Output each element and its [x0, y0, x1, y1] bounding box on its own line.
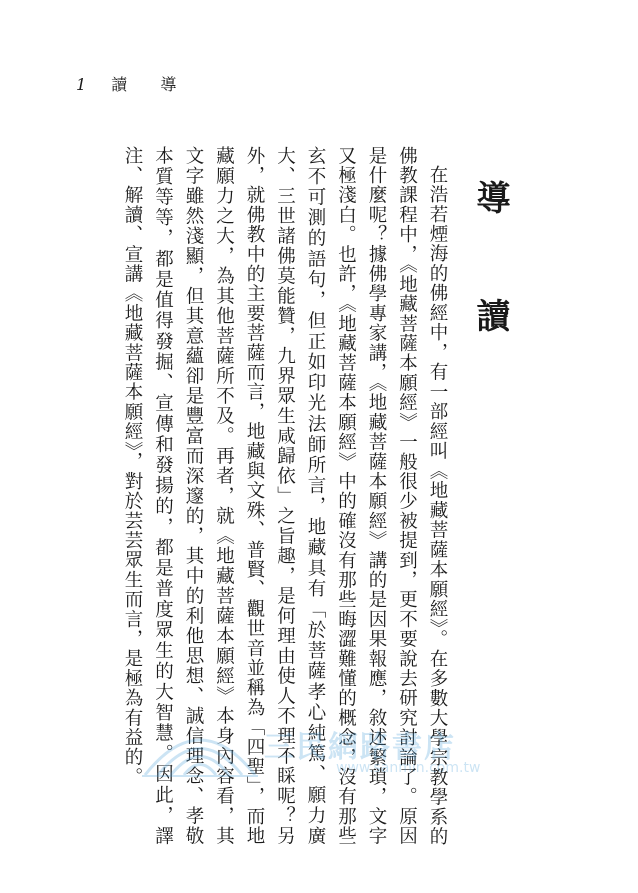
body-text: [117, 146, 453, 846]
page-number: 1: [76, 75, 93, 94]
body-paragraph: 在浩若煙海的佛經中，有一部經叫《地藏菩薩本願經》。在多數大學宗教學系的佛教課程中，《地藏菩薩本願經》一般很少被提到，更不要說去研究討論了。原因是什麼呢？據佛學專家講，《地藏菩薩本願經》講的是因果報應，敘述繁瑣，文字又極淺白。也許，《地藏菩薩本願經》中的確沒有那些晦澀難懂的概念，沒有那些玄不可測的語句，但正如印光法師所言，地藏具有「於菩薩孝心純篤、願力廣大、三世諸佛莫能贊，九界眾生咸歸依」之旨趣，是何理由使人不理不睬呢？另外，就佛教中的主要菩薩而言，地藏與文殊、普賢、觀世音並稱為「四聖」，而地藏願力之大，為其他菩薩所不及。再者，就《地藏菩薩本願經》本身內容看，其文字雖然淺顯，但其意蘊卻是豐富而深邃的，其中的利他思想、誠信理念、孝敬本質等等，都是值得發掘、宣傳和發揚的，都是普度眾生的大智慧。因此，譯注、解讀、宣講《地藏菩薩本願經》，對於芸芸眾生而言，是極為有益的。: [122, 146, 448, 846]
running-head: [76, 72, 190, 95]
watermark-name: 三民網路書店: [264, 730, 456, 765]
chapter-title: 導 讀: [470, 180, 510, 368]
watermark-url: www.sanmin.com.tw: [336, 760, 481, 776]
running-title: 讀 導: [111, 75, 191, 94]
